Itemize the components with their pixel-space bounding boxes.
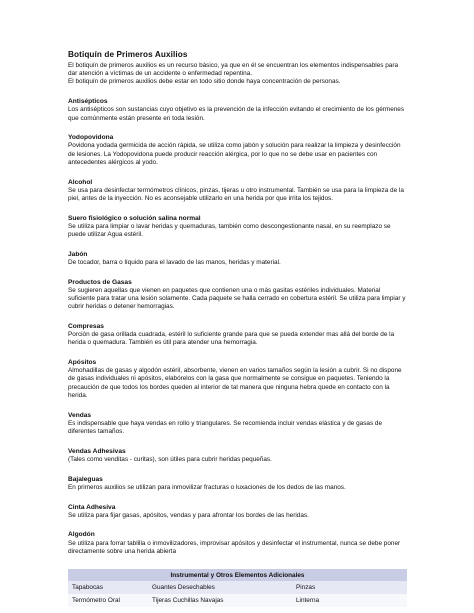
- table-cell: Pinzas: [292, 581, 407, 594]
- section-text: Se sugieren aquellas que vienen en paquetes que contienen una o más gasitas estériles individuales. Material suficiente para tratar una lesión solamente. Cada paquete se halla cerrado en cobertura estéril. Se utiliza para limpiar y cubrir heridas o detener hemorragias.: [68, 286, 406, 311]
- section-text: Povidona yodada germicida de acción rápida, se utiliza como jabón y solución para realizar la limpieza y desinfección de lesiones. La Yodopovidona puede producir reacción alérgica, por lo que no se debe usar en pacientes con antecedentes alérgicos al yodo.: [68, 142, 401, 166]
- table-header: Instrumental y Otros Elementos Adicionales: [68, 569, 407, 581]
- section-heading: Cinta Adhesiva: [68, 503, 116, 511]
- section-text: En primeros auxilios se utilizan para inmovilizar fracturas o luxaciones de los dedos de las manos.: [68, 483, 346, 491]
- section-text: De tocador, barra o líquido para el lavado de las manos, heridas y material.: [68, 258, 281, 266]
- section-suero: [68, 215, 408, 240]
- section-text: Se utiliza para limpiar o lavar heridas y quemaduras, también como descongestionante nasal, en su reemplazo se puede utilizar Agua estéril.: [68, 222, 391, 239]
- table-cell: Tijeras Cuchillas Navajas: [148, 594, 292, 607]
- section-heading: Productos de Gasas: [68, 278, 132, 286]
- document-page: [68, 50, 408, 607]
- section-heading: Alcohol: [68, 178, 93, 186]
- table-header-row: [68, 569, 407, 581]
- section-cinta-adhesiva: [68, 504, 408, 520]
- section-text: Almohadillas de gasas y algodón estéril, absorbente, vienen en varios tamaños según la lesión a cubrir. Si no dispone de gasas individuales ni apósitos, elabórelos con la gasa que normalmente se consigue en paquetes. Teniendo la precaución de que todos los bordes queden al interior de tal manera que ninguna hebra quede en contacto con la herida.: [68, 367, 402, 399]
- section-apositos: [68, 359, 408, 400]
- section-heading: Compresas: [68, 322, 104, 330]
- section-vendas: [68, 412, 408, 437]
- table-cell: Termómetro Oral: [68, 594, 148, 607]
- section-heading: Jabón: [68, 250, 88, 258]
- section-algodon: [68, 531, 408, 556]
- section-heading: Yodopovidona: [68, 134, 114, 142]
- section-text: Es indispensable que haya vendas en rollo y triangulares. Se recomienda incluir vendas elástica y de gasas de diferentes tamaños.: [68, 419, 383, 435]
- section-vendas-adhesivas: [68, 448, 408, 464]
- section-jabon: [68, 251, 408, 267]
- section-yodopovidona: [68, 134, 408, 167]
- section-heading: Suero fisiológico o solución salina normal: [68, 214, 201, 222]
- instruments-table: [68, 569, 407, 607]
- section-antisepticos: [68, 98, 408, 123]
- table-cell: Guantes Desechables: [148, 581, 292, 594]
- table-row: [68, 581, 407, 594]
- table-row: [68, 594, 407, 607]
- section-text: Se usa para desinfectar termómetros clínicos, pinzas, tijeras u otro instrumental. También se usa para la limpieza de la piel, antes de la inyección. No es aconsejable utilizarlo en una herida por que irrita los tejidos.: [68, 186, 404, 202]
- section-compresas: [68, 323, 408, 348]
- section-heading: Vendas Adhesivas: [68, 447, 126, 455]
- document-title: Botiquín de Primeros Auxilios: [68, 50, 188, 59]
- section-gasas: [68, 279, 408, 312]
- section-text: (Tales como venditas - curitas), son útiles para cubrir heridas pequeñas.: [68, 455, 272, 463]
- section-heading: Bajaleguas: [68, 475, 103, 483]
- intro-paragraph-1: El botiquín de primeros auxilios es un recurso básico, ya que en él se encuentran los elementos indispensables para dar atención a víctimas de un accidente o enfermedad repentina.: [68, 62, 399, 78]
- intro-paragraph-2: El botiquín de primeros auxilios debe estar en todo sitio donde haya concentración de personas.: [68, 78, 341, 86]
- table-cell: Linterna: [292, 594, 407, 607]
- section-text: Se utiliza para fijar gasas, apósitos, vendas y para afrontar los bordes de las heridas.: [68, 511, 309, 519]
- section-heading: Apósitos: [68, 359, 97, 367]
- section-text: Se utiliza para forrar tablilla o inmovilizadores, improvisar apósitos y desinfectar el instrumental, nunca se debe poner directamente sobre una herida abierta: [68, 539, 401, 555]
- section-bajaleguas: [68, 476, 408, 492]
- section-heading: Vendas: [68, 411, 92, 419]
- table-cell: Tapabocas: [68, 581, 148, 594]
- section-alcohol: [68, 179, 408, 204]
- section-heading: Algodón: [68, 531, 95, 539]
- section-text: Porción de gasa orillada cuadrada, estéril lo suficiente grande para que se pueda extender mas allá del borde de la herida o quemadura. También es útil para atender una hemorragia.: [68, 331, 395, 347]
- section-heading: Antisépticos: [68, 98, 108, 106]
- section-text: Los antisépticos son sustancias cuyo objetivo es la prevención de la infección evitando el crecimiento de los gérmenes que comúnmente están presente en toda lesión.: [68, 106, 405, 122]
- intro: [68, 62, 408, 87]
